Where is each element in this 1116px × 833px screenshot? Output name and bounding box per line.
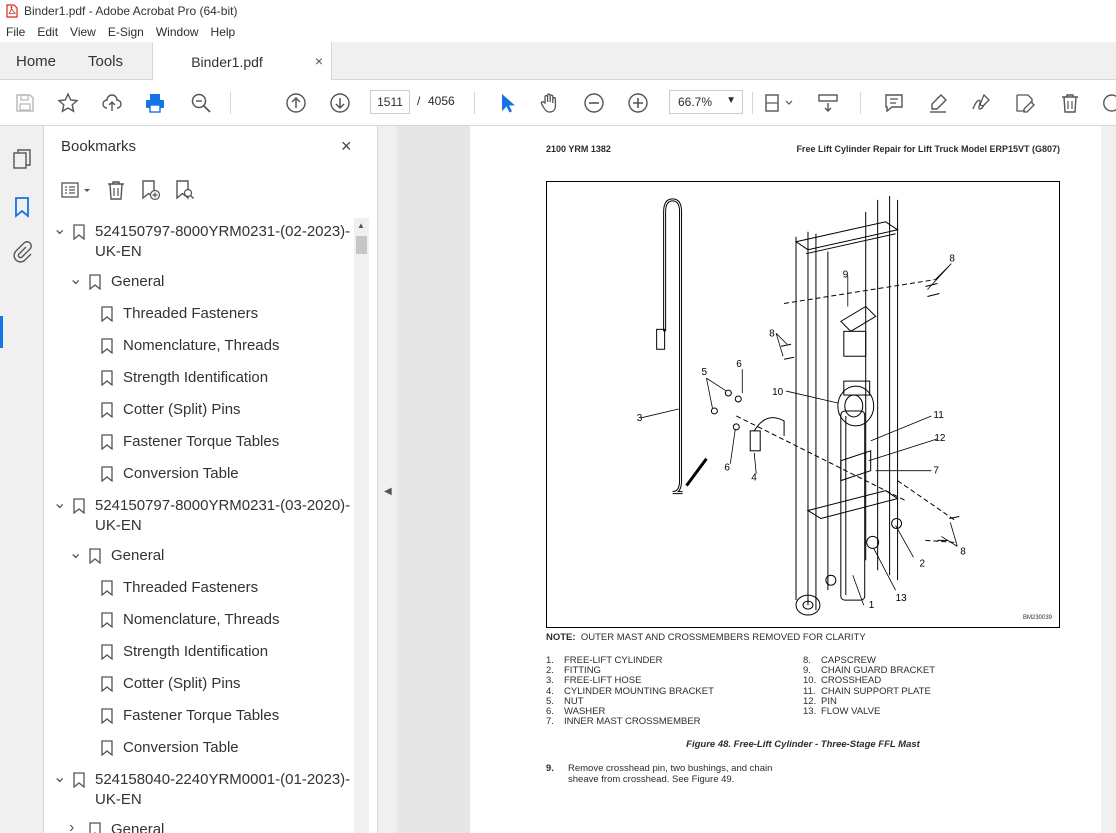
bookmark-icon: [73, 498, 85, 514]
menu-edit[interactable]: Edit: [37, 25, 59, 39]
bookmark-label: Threaded Fasteners: [123, 305, 259, 322]
chevron-down-icon[interactable]: ⌄: [69, 545, 83, 562]
bookmark-icon: [101, 434, 113, 450]
bookmark-label: Cotter (Split) Pins: [123, 401, 241, 418]
callout-3: 3: [636, 412, 643, 424]
close-panel-icon[interactable]: ×: [341, 136, 352, 156]
bookmark-label: Strength Identification: [123, 643, 269, 660]
callout-8a: 8: [949, 253, 955, 265]
callout-2: 2: [919, 558, 926, 570]
callout-10: 10: [772, 387, 784, 399]
bookmark-item[interactable]: [53, 496, 350, 536]
bookmark-label: 524158040-2240YRM0001-(01-2023)- UK-EN: [95, 771, 351, 808]
bookmark-tools: [59, 178, 197, 202]
page-number-input[interactable]: 1511: [370, 90, 410, 114]
options-menu-icon[interactable]: [59, 178, 95, 202]
callout-11: 11: [933, 409, 944, 421]
delete-icon[interactable]: [1057, 90, 1083, 116]
select-cursor-icon[interactable]: [494, 90, 520, 116]
hand-icon[interactable]: [537, 90, 563, 116]
bookmark-label: Fastener Torque Tables: [123, 433, 280, 450]
panel-scrollbar[interactable]: [354, 218, 369, 833]
legend-item: INNER MAST CROSSMEMBER: [564, 716, 701, 728]
bookmark-label: Threaded Fasteners: [123, 579, 259, 596]
bookmark-item[interactable]: [69, 546, 164, 566]
legend-item: NUT: [564, 695, 584, 707]
page-header-right: Free Lift Cylinder Repair for Lift Truck Model ERP15VT (G807): [796, 144, 1060, 154]
tab-tools[interactable]: Tools: [88, 52, 124, 70]
attachments-icon[interactable]: [11, 241, 33, 263]
tab-home[interactable]: Home: [16, 52, 57, 70]
menu-window[interactable]: Window: [155, 25, 199, 39]
callout-5: 5: [701, 367, 707, 379]
bookmark-icon: [73, 224, 85, 240]
callout-9: 9: [842, 269, 849, 281]
bookmark-icon: [89, 548, 101, 564]
bookmark-item[interactable]: [101, 674, 241, 694]
toolbar: [0, 80, 1116, 126]
bookmark-item[interactable]: [53, 770, 350, 810]
more-tools-icon[interactable]: [1098, 90, 1116, 116]
panel-scroll-thumb[interactable]: [356, 236, 367, 254]
callout-7: 7: [933, 465, 939, 477]
step-text: Remove crosshead pin, two bushings, and chain sheave from crosshead. See Figure 49.: [568, 763, 773, 785]
callout-1: 1: [868, 600, 875, 612]
new-bookmark-icon[interactable]: [137, 178, 163, 202]
chevron-down-icon: ▼: [726, 95, 736, 106]
bookmark-icon: [101, 740, 113, 756]
bookmark-label: General: [111, 547, 165, 564]
bookmark-label: General: [111, 273, 165, 290]
bookmark-item[interactable]: [101, 610, 279, 630]
callout-8b: 8: [769, 328, 775, 340]
legend-item: CYLINDER MOUNTING BRACKET: [564, 685, 714, 697]
bookmark-label: 524150797-8000YRM0231-(03-2020)- UK-EN: [95, 497, 351, 534]
chevron-down-icon[interactable]: ⌄: [69, 271, 83, 288]
legend-item: WASHER: [564, 706, 606, 718]
window-title: Binder1.pdf - Adobe Acrobat Pro (64-bit): [24, 4, 238, 18]
bookmark-icon: [101, 708, 113, 724]
close-tab-icon[interactable]: ×: [314, 53, 323, 69]
menu-bar: [0, 22, 1116, 42]
bookmark-label: Fastener Torque Tables: [123, 707, 280, 724]
bookmark-icon: [89, 822, 101, 833]
legend-right: 8. CAPSCREW 9. CHAIN GUARD BRACKET 10. CROSSHEAD 11. CHAIN SUPPORT PLATE 12. PIN 13. FLOW VALVE: [803, 655, 936, 718]
note-text: OUTER MAST AND CROSSMEMBERS REMOVED FOR CLARITY: [580, 632, 866, 643]
bookmark-icon: [101, 402, 113, 418]
legend-item: CHAIN GUARD BRACKET: [821, 665, 936, 677]
callout-4: 4: [751, 472, 757, 484]
bookmark-item[interactable]: [101, 432, 279, 452]
chevron-down-icon[interactable]: ⌄: [53, 495, 67, 512]
bookmark-item[interactable]: [101, 738, 239, 758]
left-rail: [0, 126, 44, 833]
collapse-panel-icon[interactable]: ◀: [384, 486, 392, 497]
bookmark-icon: [101, 580, 113, 596]
figure-illustration: [546, 181, 1060, 628]
bookmark-item[interactable]: [69, 272, 164, 292]
page-layout-icon[interactable]: [762, 90, 796, 116]
bookmark-item[interactable]: [101, 304, 258, 324]
page-total: 4056: [428, 94, 455, 108]
page-header-left: 2100 YRM 1382: [546, 144, 611, 154]
legend-item: CROSSHEAD: [821, 675, 882, 687]
page-down-icon[interactable]: [327, 90, 353, 116]
tab-document[interactable]: [152, 42, 332, 81]
bookmark-item[interactable]: [69, 820, 164, 833]
chevron-down-icon[interactable]: ⌄: [53, 769, 67, 786]
tab-bar: [0, 42, 1116, 80]
tab-document-label: Binder1.pdf: [191, 53, 263, 70]
zoom-search-icon[interactable]: [188, 90, 214, 116]
acrobat-logo-icon: [6, 4, 18, 18]
bookmark-tree: [45, 218, 357, 833]
bookmark-label: Strength Identification: [123, 369, 269, 386]
legend-item: FLOW VALVE: [821, 706, 881, 718]
procedure-step: [546, 763, 798, 785]
callout-8c: 8: [960, 546, 966, 558]
rail-active-indicator: [0, 316, 3, 348]
page-separator: /: [417, 94, 421, 108]
bookmark-label: 524150797-8000YRM0231-(02-2023)- UK-EN: [95, 223, 351, 260]
mast-diagram: [547, 182, 1059, 627]
bookmark-item[interactable]: [53, 222, 350, 262]
delete-bookmark-icon[interactable]: [103, 178, 129, 202]
bookmark-icon: [101, 370, 113, 386]
edit-pdf-icon[interactable]: [1012, 90, 1038, 116]
legend-item: CAPSCREW: [821, 655, 876, 666]
callout-13: 13: [895, 593, 907, 605]
chevron-right-icon[interactable]: ›: [69, 819, 75, 833]
sign-icon[interactable]: [968, 90, 994, 116]
bookmark-item[interactable]: [101, 336, 279, 356]
bookmark-label: Conversion Table: [123, 465, 239, 482]
bookmark-label: Nomenclature, Threads: [123, 337, 280, 354]
menu-esign[interactable]: E-Sign: [107, 25, 144, 39]
zoom-select[interactable]: [669, 90, 743, 114]
bookmarks-icon[interactable]: [11, 196, 33, 218]
bookmark-item[interactable]: [101, 464, 239, 484]
figure-note: [546, 632, 866, 643]
bookmark-item[interactable]: [101, 400, 241, 420]
callout-6a: 6: [736, 359, 742, 371]
panel-splitter[interactable]: [377, 126, 397, 833]
bookmark-item[interactable]: [101, 578, 258, 598]
bookmark-icon: [101, 676, 113, 692]
step-number: 9.: [546, 763, 554, 774]
callout-6b: 6: [724, 462, 730, 474]
legend-item: FITTING: [564, 665, 601, 677]
page-up-icon[interactable]: [283, 90, 309, 116]
legend-item: FREE-LIFT CYLINDER: [564, 655, 663, 666]
zoom-value: 66.7%: [678, 95, 713, 109]
scroll-mode-icon[interactable]: [815, 90, 841, 116]
bookmark-item[interactable]: [101, 642, 268, 662]
legend-item: PIN: [821, 695, 837, 707]
zoom-out-icon[interactable]: [581, 90, 607, 116]
bookmark-icon: [101, 466, 113, 482]
menu-file[interactable]: File: [6, 25, 26, 39]
menu-help[interactable]: Help: [210, 25, 236, 39]
bookmark-item[interactable]: [101, 706, 279, 726]
zoom-in-icon[interactable]: [625, 90, 651, 116]
bookmark-icon: [101, 612, 113, 628]
comment-icon[interactable]: [881, 90, 907, 116]
legend-item: CHAIN SUPPORT PLATE: [821, 685, 931, 697]
bookmark-icon: [73, 772, 85, 788]
bookmark-icon: [101, 644, 113, 660]
pages-icon[interactable]: [11, 148, 33, 170]
bookmark-icon: [89, 274, 101, 290]
menu-view[interactable]: View: [70, 25, 96, 39]
find-bookmark-icon[interactable]: [171, 178, 197, 202]
legend-item: FREE-LIFT HOSE: [564, 675, 642, 687]
panel-title: Bookmarks: [61, 138, 137, 155]
document-viewer[interactable]: [397, 126, 1101, 833]
bookmark-star-icon[interactable]: [55, 90, 81, 116]
document-scrollbar[interactable]: [1101, 126, 1116, 833]
highlight-icon[interactable]: [925, 90, 951, 116]
bookmark-label: Nomenclature, Threads: [123, 611, 280, 628]
figure-caption: Figure 48. Free-Lift Cylinder - Three-Stage FFL Mast: [686, 739, 920, 750]
print-icon[interactable]: [142, 90, 168, 116]
bookmark-icon: [101, 338, 113, 354]
title-bar: [0, 0, 1116, 22]
callout-12: 12: [934, 432, 946, 444]
scroll-up-arrow-icon[interactable]: ▲: [357, 221, 365, 230]
save-icon[interactable]: [12, 90, 38, 116]
bookmarks-panel: [45, 126, 377, 833]
upload-icon[interactable]: [99, 90, 125, 116]
bookmark-label: General: [111, 821, 165, 833]
bookmark-item[interactable]: [101, 368, 268, 388]
bookmark-label: Conversion Table: [123, 739, 239, 756]
bookmark-icon: [101, 306, 113, 322]
bookmark-label: Cotter (Split) Pins: [123, 675, 241, 692]
legend-left: 1. FREE-LIFT CYLINDER 2. FITTING 3. FREE-LIFT HOSE 4. CYLINDER MOUNTING BRACKET 5. NUT 6. WASHER 7. INNER MAST CROSSMEMBER: [546, 655, 714, 728]
pdf-page: [470, 126, 1101, 833]
figure-id: BM230039: [1023, 615, 1053, 621]
note-label: NOTE:: [546, 632, 576, 643]
chevron-down-icon[interactable]: ⌄: [53, 221, 67, 238]
